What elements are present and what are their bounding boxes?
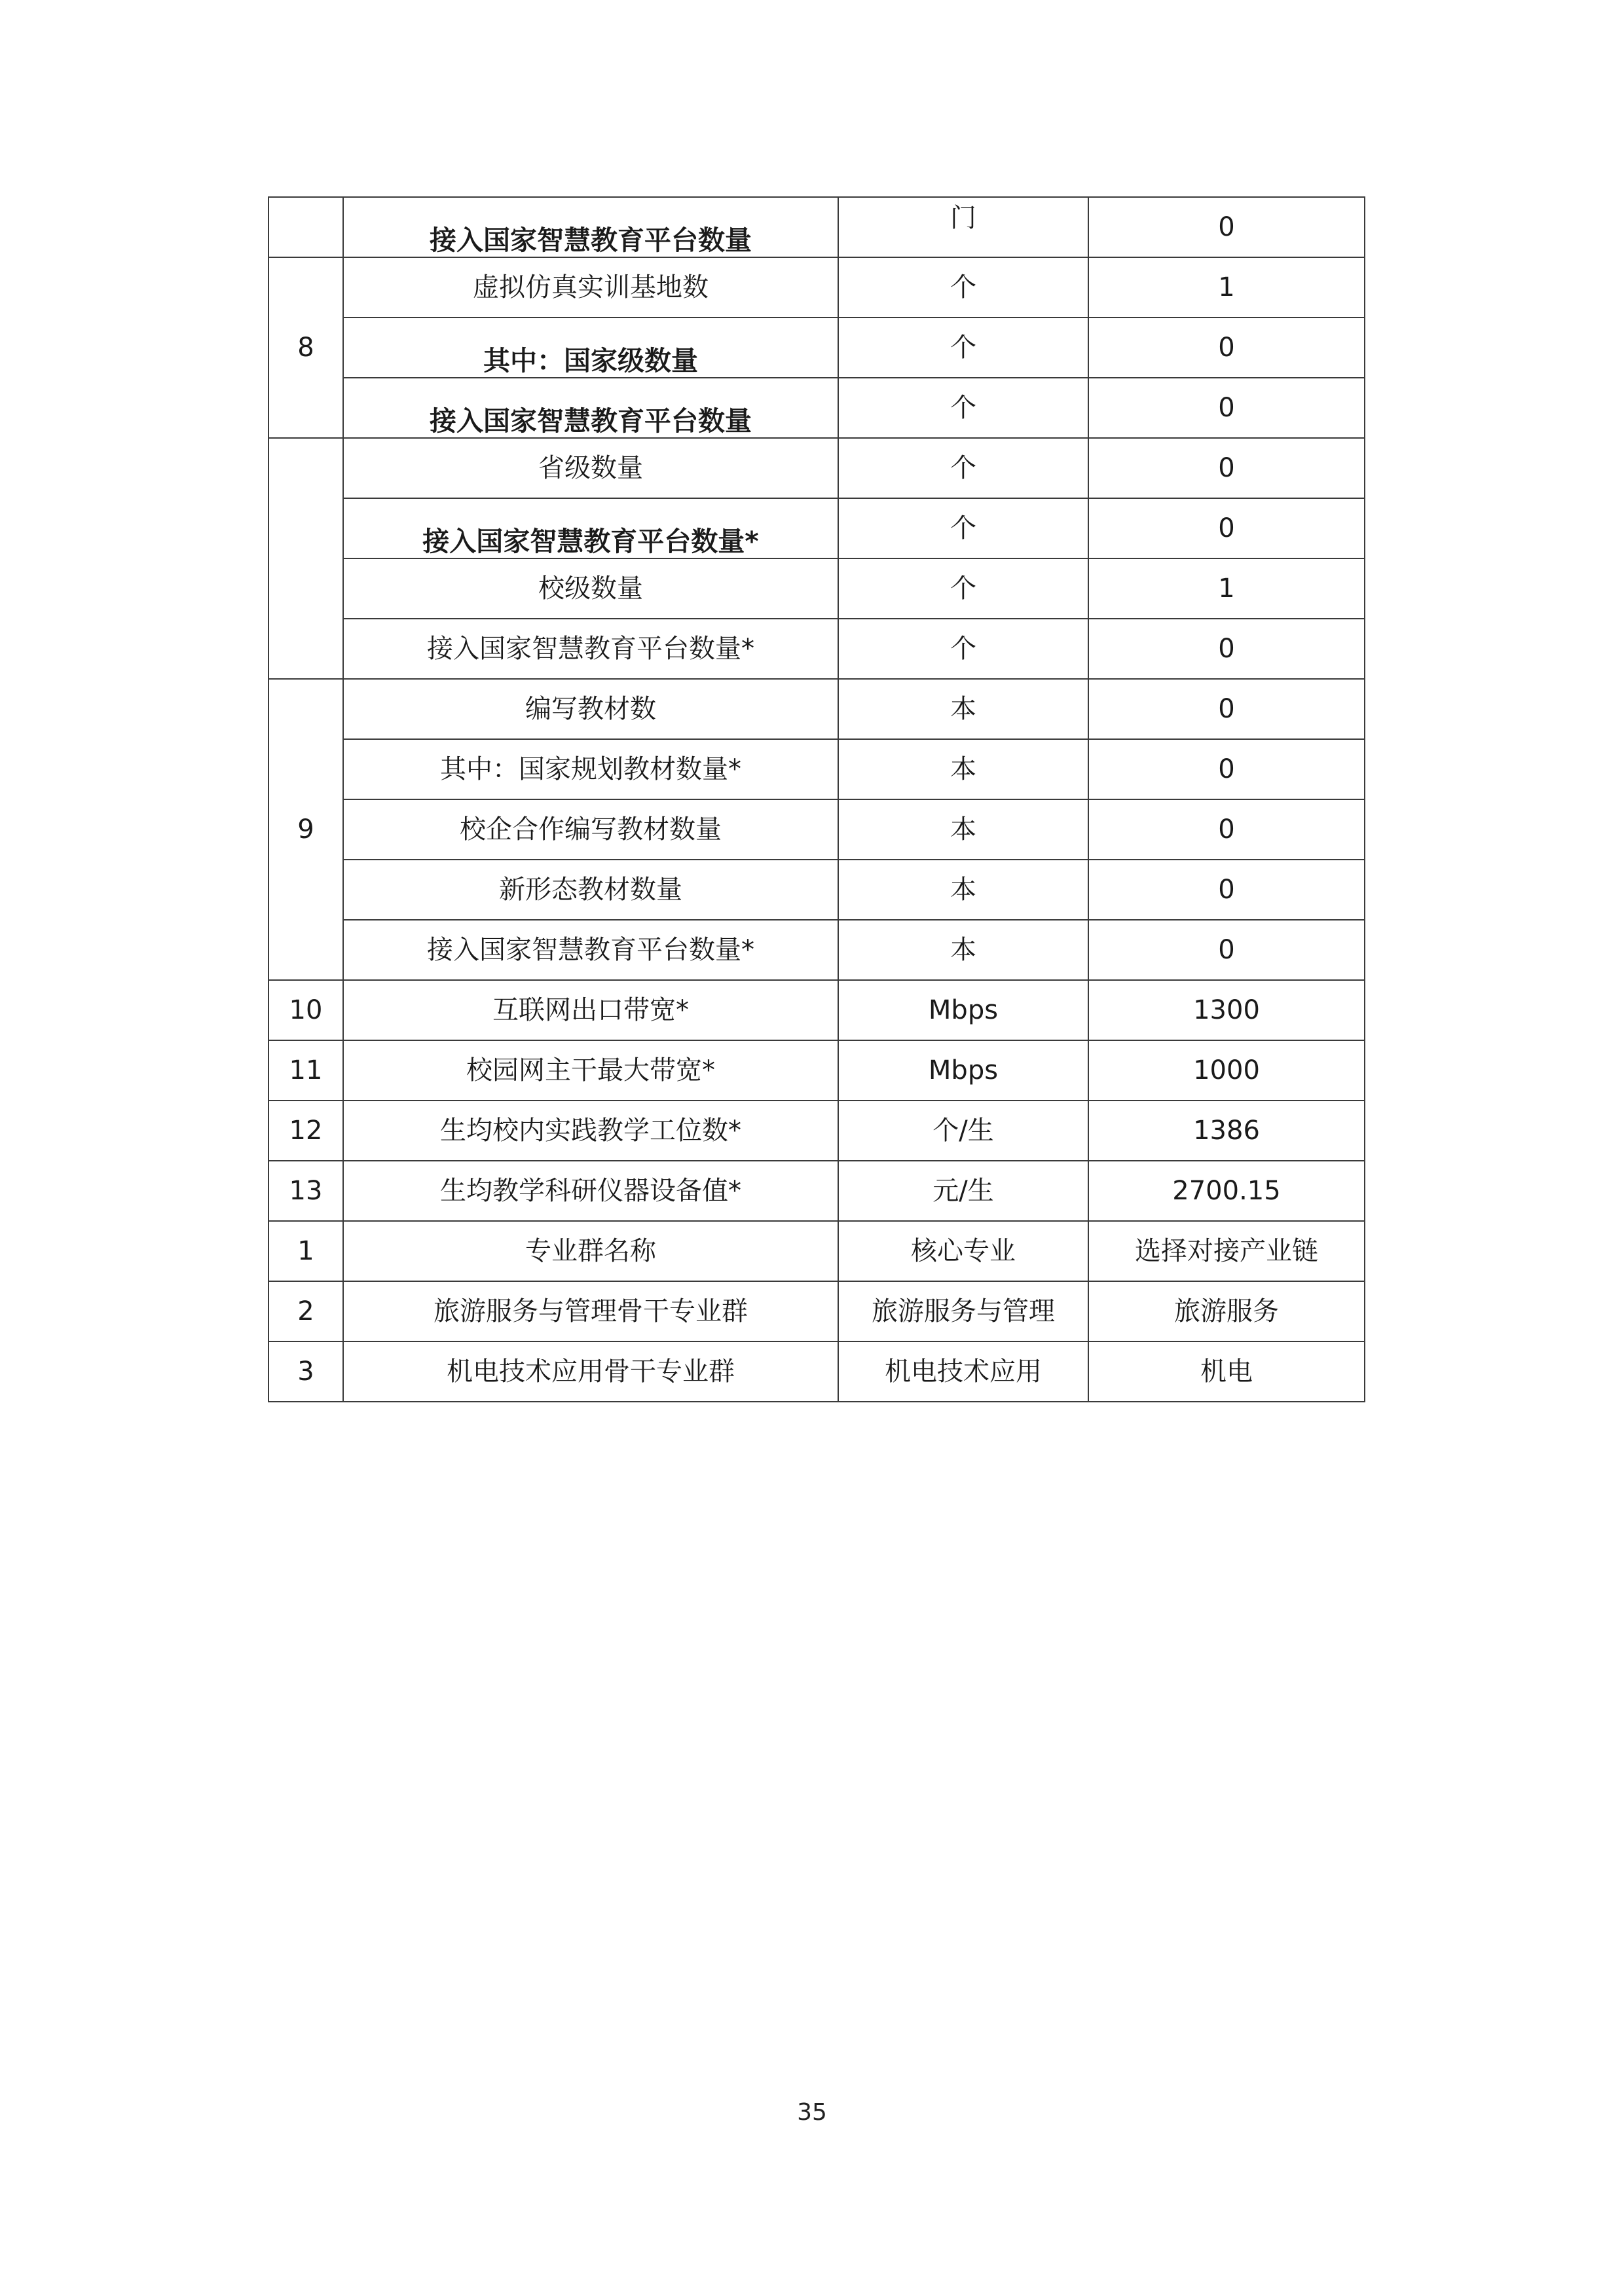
row-number: 10 <box>268 980 343 1040</box>
unit-cell: 个 <box>838 619 1088 679</box>
table-row <box>268 1221 1365 1281</box>
item-name: 省级数量 <box>343 438 838 498</box>
table-row <box>268 679 1365 739</box>
value-cell: 0 <box>1088 679 1365 739</box>
table-row <box>268 378 1365 438</box>
item-name: 互联网出口带宽* <box>343 980 838 1040</box>
table-row <box>268 197 1365 257</box>
item-name: 旅游服务与管理骨干专业群 <box>343 1281 838 1341</box>
item-name: 虚拟仿真实训基地数 <box>343 257 838 318</box>
unit-cell: 门 <box>838 197 1088 257</box>
row-number: 1 <box>268 1221 343 1281</box>
row-number <box>268 438 343 679</box>
table-row <box>268 619 1365 679</box>
row-number: 8 <box>268 257 343 438</box>
item-name: 专业群名称 <box>343 1221 838 1281</box>
item-name: 接入国家智慧教育平台数量* <box>343 498 838 558</box>
row-number: 11 <box>268 1040 343 1101</box>
unit-cell: 本 <box>838 679 1088 739</box>
table-row <box>268 980 1365 1040</box>
row-number <box>268 197 343 257</box>
unit-cell: 本 <box>838 920 1088 980</box>
item-name: 接入国家智慧教育平台数量 <box>343 197 838 257</box>
unit-cell: 个 <box>838 257 1088 318</box>
table-row <box>268 498 1365 558</box>
value-cell: 1 <box>1088 558 1365 619</box>
row-number: 13 <box>268 1161 343 1221</box>
table-row <box>268 739 1365 799</box>
item-name: 校级数量 <box>343 558 838 619</box>
row-number: 2 <box>268 1281 343 1341</box>
table-row <box>268 1040 1365 1101</box>
value-cell: 0 <box>1088 799 1365 860</box>
item-name: 机电技术应用骨干专业群 <box>343 1341 838 1402</box>
table-row <box>268 1341 1365 1402</box>
item-name: 接入国家智慧教育平台数量* <box>343 619 838 679</box>
item-name: 其中：国家级数量 <box>343 318 838 378</box>
table-row <box>268 438 1365 498</box>
unit-cell: Mbps <box>838 1040 1088 1101</box>
value-cell: 1300 <box>1088 980 1365 1040</box>
table-row <box>268 1101 1365 1161</box>
item-name: 新形态教材数量 <box>343 860 838 920</box>
value-cell: 0 <box>1088 739 1365 799</box>
unit-cell: 元/生 <box>838 1161 1088 1221</box>
table-row <box>268 1161 1365 1221</box>
item-name: 生均教学科研仪器设备值* <box>343 1161 838 1221</box>
table-row <box>268 257 1365 318</box>
item-name: 接入国家智慧教育平台数量* <box>343 920 838 980</box>
table-row <box>268 318 1365 378</box>
table-row <box>268 558 1365 619</box>
unit-cell: 本 <box>838 739 1088 799</box>
table-row <box>268 1281 1365 1341</box>
value-cell: 选择对接产业链 <box>1088 1221 1365 1281</box>
value-cell: 0 <box>1088 438 1365 498</box>
unit-cell: 本 <box>838 799 1088 860</box>
unit-cell: 本 <box>838 860 1088 920</box>
unit-cell: 个 <box>838 378 1088 438</box>
value-cell: 旅游服务 <box>1088 1281 1365 1341</box>
value-cell: 2700.15 <box>1088 1161 1365 1221</box>
table-row <box>268 920 1365 980</box>
item-name: 接入国家智慧教育平台数量 <box>343 378 838 438</box>
unit-cell: 个 <box>838 498 1088 558</box>
value-cell: 1 <box>1088 257 1365 318</box>
value-cell: 0 <box>1088 619 1365 679</box>
value-cell: 0 <box>1088 498 1365 558</box>
value-cell: 机电 <box>1088 1341 1365 1402</box>
item-name: 生均校内实践教学工位数* <box>343 1101 838 1161</box>
page-number: 35 <box>797 2099 827 2126</box>
unit-cell: 个/生 <box>838 1101 1088 1161</box>
row-number: 9 <box>268 679 343 980</box>
value-cell: 0 <box>1088 860 1365 920</box>
item-name: 其中：国家规划教材数量* <box>343 739 838 799</box>
statistics-table <box>268 196 1365 1402</box>
value-cell: 0 <box>1088 197 1365 257</box>
value-cell: 0 <box>1088 378 1365 438</box>
value-cell: 0 <box>1088 920 1365 980</box>
item-name: 编写教材数 <box>343 679 838 739</box>
row-number: 12 <box>268 1101 343 1161</box>
item-name: 校企合作编写教材数量 <box>343 799 838 860</box>
value-cell: 1000 <box>1088 1040 1365 1101</box>
unit-cell: Mbps <box>838 980 1088 1040</box>
unit-cell: 机电技术应用 <box>838 1341 1088 1402</box>
table-row <box>268 799 1365 860</box>
item-name: 校园网主干最大带宽* <box>343 1040 838 1101</box>
value-cell: 0 <box>1088 318 1365 378</box>
row-number: 3 <box>268 1341 343 1402</box>
table-row <box>268 860 1365 920</box>
unit-cell: 核心专业 <box>838 1221 1088 1281</box>
unit-cell: 旅游服务与管理 <box>838 1281 1088 1341</box>
unit-cell: 个 <box>838 438 1088 498</box>
unit-cell: 个 <box>838 318 1088 378</box>
value-cell: 1386 <box>1088 1101 1365 1161</box>
unit-cell: 个 <box>838 558 1088 619</box>
